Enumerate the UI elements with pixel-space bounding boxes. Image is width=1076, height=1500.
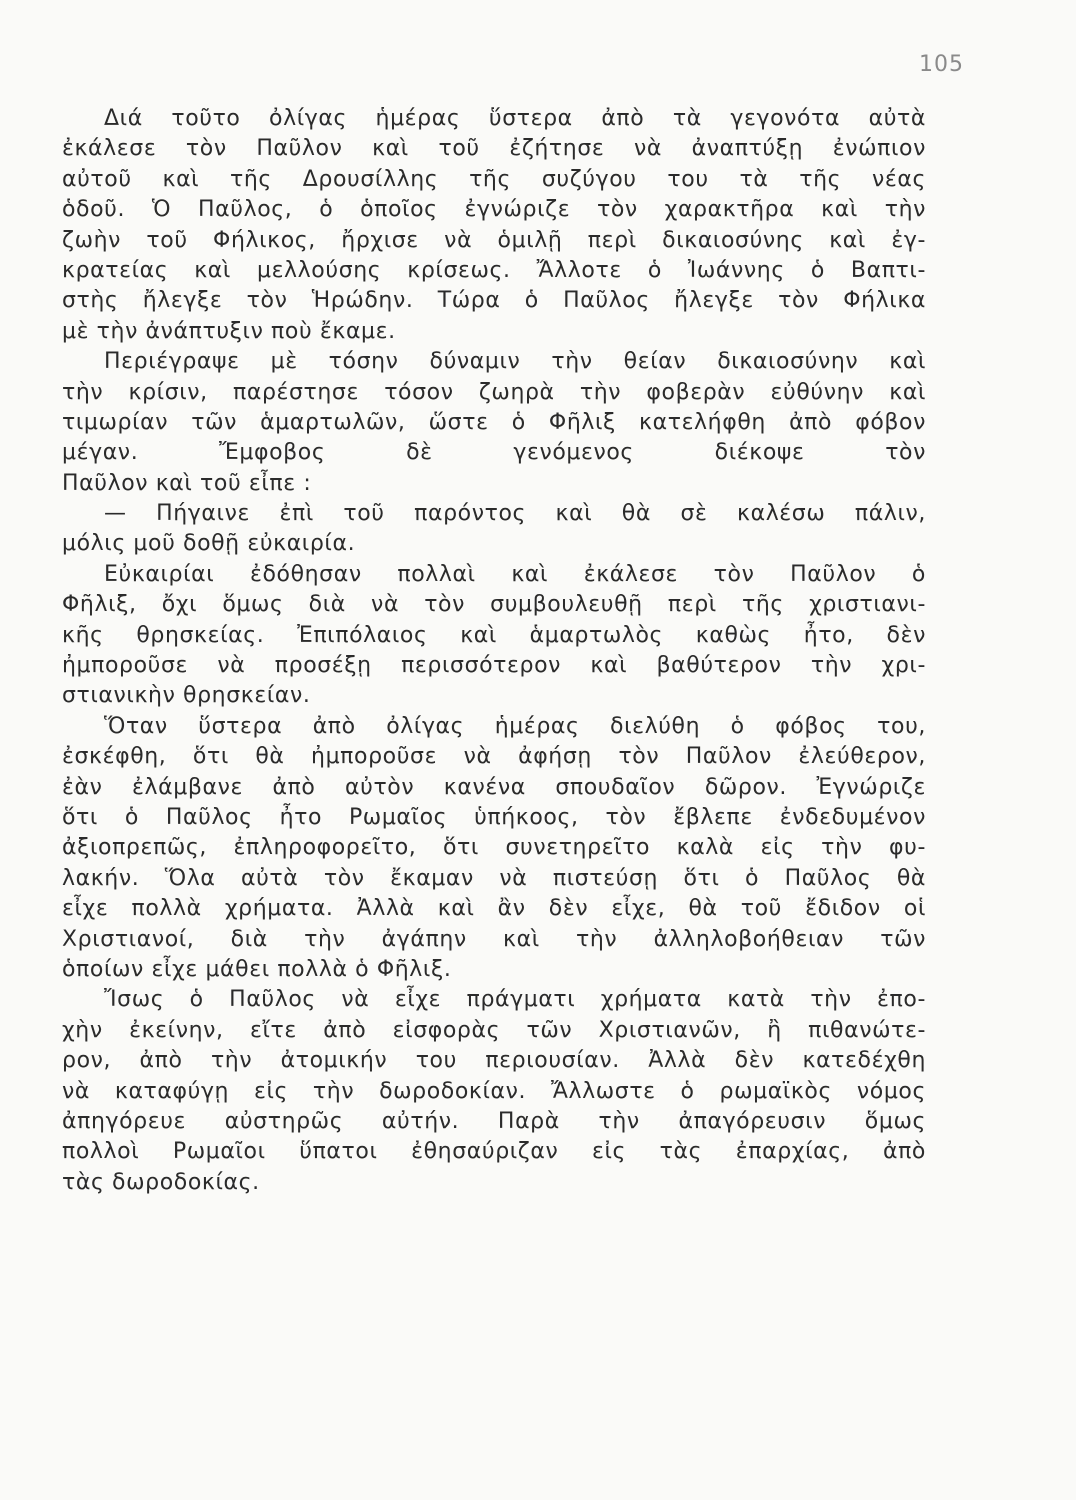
text-line: ρον, ἀπὸ τὴν ἀτομικήν του περιουσίαν. Ἀλλὰ δὲν κατεδέχθη xyxy=(62,1048,926,1074)
text-line: Φῆλιξ, ὄχι ὅμως διὰ νὰ τὸν συμβουλευθῇ περὶ τῆς χριστιανι- xyxy=(62,592,926,618)
text-line: μὲ τὴν ἀνάπτυξιν ποὺ ἔκαμε. xyxy=(62,318,396,344)
text-line: ἀξιοπρεπῶς, ἐπληροφορεῖτο, ὅτι συνετηρεῖτο καλὰ εἰς τὴν φυ- xyxy=(62,835,926,861)
text-line: Χριστιανοί, διὰ τὴν ἀγάπην καὶ τὴν ἀλληλοβοήθειαν τῶν xyxy=(62,926,926,952)
text-line: τὴν κρίσιν, παρέστησε τόσον ζωηρὰ τὴν φοβερὰν εὐθύνην καὶ xyxy=(62,379,926,405)
text-line: Εὐκαιρίαι ἐδόθησαν πολλαὶ καὶ ἐκάλεσε τὸν Παῦλον ὁ xyxy=(104,561,926,587)
text-line: στιανικὴν θρησκείαν. xyxy=(62,683,311,709)
text-line: μέγαν. Ἔμφοβος δὲ γενόμενος διέκοψε τὸν xyxy=(62,440,926,466)
text-line: τιμωρίαν τῶν ἁμαρτωλῶν, ὥστε ὁ Φῆλιξ κατελήφθη ἀπὸ φόβον xyxy=(62,409,926,435)
text-line: μόλις μοῦ δοθῇ εὐκαιρία. xyxy=(62,531,356,557)
text-line: λακήν. Ὅλα αὐτὰ τὸν ἔκαμαν νὰ πιστεύσῃ ὅτι ὁ Παῦλος θὰ xyxy=(62,865,926,891)
text-line: Περιέγραψε μὲ τόσην δύναμιν τὴν θείαν δικαιοσύνην καὶ xyxy=(104,349,926,375)
text-line: τὰς δωροδοκίας. xyxy=(62,1169,260,1195)
text-line: κῆς θρησκείας. Ἐπιπόλαιος καὶ ἁμαρτωλὸς καθὼς ἦτο, δὲν xyxy=(62,622,926,648)
text-line: ἐσκέφθη, ὅτι θὰ ἠμποροῦσε νὰ ἀφήσῃ τὸν Παῦλον ἐλεύθερον, xyxy=(62,744,926,770)
text-line: ἐκάλεσε τὸν Παῦλον καὶ τοῦ ἐζήτησε νὰ ἀναπτύξῃ ἐνώπιον xyxy=(62,136,926,162)
text-line: ὁποίων εἶχε μάθει πολλὰ ὁ Φῆλιξ. xyxy=(62,956,452,982)
text-line: κρατείας καὶ μελλούσης κρίσεως. Ἄλλοτε ὁ Ἰωάννης ὁ Βαπτι- xyxy=(62,257,926,283)
text-line: Παῦλον καὶ τοῦ εἶπε : xyxy=(62,470,312,496)
text-line: Ἴσως ὁ Παῦλος νὰ εἶχε πράγματι χρήματα κατὰ τὴν ἐπο- xyxy=(104,987,926,1013)
text-line: πολλοὶ Ρωμαῖοι ὕπατοι ἐθησαύριζαν εἰς τὰς ἐπαρχίας, ἀπὸ xyxy=(62,1139,926,1165)
text-line: νὰ καταφύγῃ εἰς τὴν δωροδοκίαν. Ἄλλωστε ὁ ρωμαϊκὸς νόμος xyxy=(62,1078,926,1104)
text-line: Διά τοῦτο ὀλίγας ἡμέρας ὕστερα ἀπὸ τὰ γεγονότα αὐτὰ xyxy=(104,106,926,131)
text-line: αὐτοῦ καὶ τῆς Δρουσίλλης τῆς συζύγου του τὰ τῆς νέας xyxy=(62,166,926,192)
text-line: εἶχε πολλὰ χρήματα. Ἀλλὰ καὶ ἂν δὲν εἶχε, θὰ τοῦ ἔδιδον οἱ xyxy=(62,896,926,922)
text-line: — Πήγαινε ἐπὶ τοῦ παρόντος καὶ θὰ σὲ καλέσω πάλιν, xyxy=(104,501,926,527)
text-line: χὴν ἐκείνην, εἴτε ἀπὸ εἰσφορὰς τῶν Χριστιανῶν, ἢ πιθανώτε- xyxy=(62,1017,926,1043)
text-line: Ὅταν ὕστερα ἀπὸ ὀλίγας ἡμέρας διελύθη ὁ φόβος του, xyxy=(104,713,926,739)
text-line: ὁδοῦ. Ὁ Παῦλος, ὁ ὁποῖος ἐγνώριζε τὸν χαρακτῆρα καὶ τὴν xyxy=(62,197,926,223)
text-line: ἐὰν ἐλάμβανε ἀπὸ αὐτὸν κανένα σπουδαῖον δῶρον. Ἐγνώριζε xyxy=(62,774,926,800)
page-number: 105 xyxy=(919,52,964,77)
body-text xyxy=(62,104,926,1198)
text-line: ὅτι ὁ Παῦλος ἦτο Ρωμαῖος ὑπήκοος, τὸν ἔβλεπε ἐνδεδυμένον xyxy=(62,804,926,830)
text-line: ζωὴν τοῦ Φήλικος, ἤρχισε νὰ ὁμιλῇ περὶ δικαιοσύνης καὶ ἐγ- xyxy=(62,227,926,253)
text-line: ἀπηγόρευε αὐστηρῶς αὐτήν. Παρὰ τὴν ἀπαγόρευσιν ὅμως xyxy=(62,1108,926,1134)
text-line: στὴς ἤλεγξε τὸν Ἡρώδην. Τώρα ὁ Παῦλος ἤλεγξε τὸν Φήλικα xyxy=(62,288,926,314)
text-line: ἠμποροῦσε νὰ προσέξῃ περισσότερον καὶ βαθύτερον τὴν χρι- xyxy=(62,653,926,679)
